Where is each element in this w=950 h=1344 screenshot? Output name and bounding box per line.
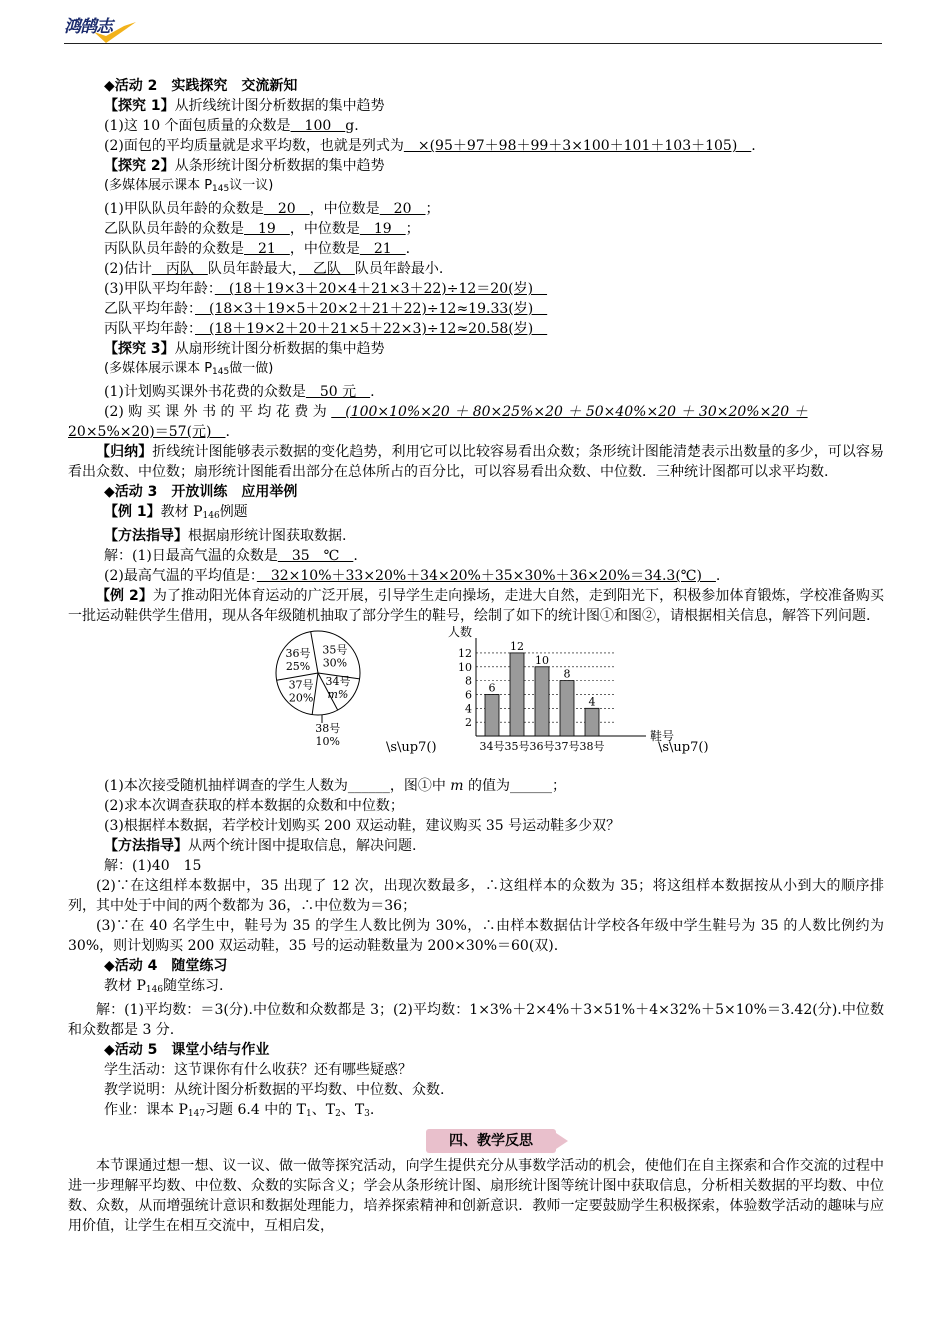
pie-slice-value: 20% (288, 691, 314, 705)
explore2-line5: (3)甲队平均年龄： (18＋19×3＋20×4＋21×3＋22)÷12＝20(岁) (104, 281, 548, 297)
reflection-header (68, 1124, 884, 1156)
logo-text: 鸿鹄志 (64, 17, 112, 37)
explore2-line2: 乙队队员年龄的众数是 19 ，中位数是 19 ； (104, 221, 420, 237)
explore3: 【探究 3】从扇形统计图分析数据的集中趋势 (104, 341, 385, 357)
ex2-answer2: (2)∵在这组样本数据中，35 出现了 12 次，出现次数最多，∴这组样本的众数为 35；将这组样本数据按从小到大的顺序排列，其中处于中间的两个数都为 36，∴中位数为＝36； (68, 878, 884, 914)
explore2-note: (多媒体展示课本 $P_{145}$议一议) (104, 178, 274, 194)
x-tick-label: 38号 (579, 740, 605, 753)
pie-slice-value: 10% (315, 735, 340, 749)
y-axis-label: 人数 (448, 625, 473, 639)
pie-slice-label: 38号 (315, 722, 341, 736)
bar-value-label: 4 (588, 695, 596, 709)
activity2-title: ◆活动 2 实践探究 交流新知 (104, 78, 298, 94)
explore2-line3: 丙队队员年龄的众数是 21 ，中位数是 21 . (104, 241, 411, 257)
example1-sol2: (2)最高气温的平均值是： 32×10%＋33×20%＋34×20%＋35×30%＋36×20%＝34.3(℃) . (104, 568, 721, 584)
example1: 【例 1】教材 $P_{146}$例题 (104, 504, 248, 521)
activity3-title: ◆活动 3 开放训练 应用举例 (104, 484, 298, 500)
ex2-answer3: (3)∵在 40 名学生中，鞋号为 35 的学生人数比例为 30%，∴由样本数据估计学校各年级中学生鞋号为 35 的人数比例约为 30%，则计划购买 200 双运动鞋，35 号的运动鞋数量为 200×30%＝60(双). (68, 918, 884, 954)
ex2-q3: (3)根据样本数据，若学校计划购买 200 双运动鞋，建议购买 35 号运动鞋多少双？ (104, 818, 621, 834)
text: 从折线统计图分析数据的集中趋势 (174, 98, 385, 114)
activity5-line1: 学生活动：这节课你有什么收获？还有哪些疑惑？ (104, 1062, 412, 1078)
explore1-line2: (2)面包的平均质量就是求平均数，也就是列式为 ×(95＋97＋98＋99＋3×100＋101＋103＋105) . (104, 138, 756, 154)
y-tick-label: 4 (465, 702, 472, 716)
reflection-badge: 四、教学反思 (426, 1129, 556, 1153)
bar (560, 681, 574, 736)
example1-method: 【方法指导】根据扇形统计图获取数据. (104, 528, 347, 544)
header-rule (64, 43, 882, 44)
page-body (68, 76, 884, 1236)
activity4-title: ◆活动 4 随堂练习 (104, 958, 228, 974)
bar (485, 694, 499, 736)
x-tick-label: 34号 (479, 740, 505, 753)
brand-logo (64, 12, 144, 44)
answer: 100 (290, 118, 346, 134)
explore2-line1: (1)甲队队员年龄的众数是 20 ，中位数是 20 ； (104, 201, 440, 217)
bar-value-label: 12 (510, 639, 524, 653)
pie-slice-label: 34号 (325, 674, 351, 688)
x-tick-label: 37号 (554, 740, 580, 753)
y-tick-label: 10 (458, 660, 472, 674)
x-axis-label: 鞋号 (650, 729, 675, 743)
activity5-line3: 作业：课本 $P_{147}$习题 6.4 中的 $T_1$、$T_2$、$T_3$. (104, 1102, 375, 1119)
bar-value-label: 6 (488, 681, 496, 695)
explore1-line1: (1)这 10 个面包质量的众数是 100 g. (104, 118, 359, 134)
activity4-line2: 解：(1)平均数：＝3(分).中位数和众数都是 3；(2)平均数：1×3%＋2×4%＋3×51%＋4×32%＋5×10%＝3.42(分).中位数和众数都是 3 分. (68, 1002, 884, 1038)
ex2-method: 【方法指导】从两个统计图中提取信息，解决问题. (104, 838, 417, 854)
bar-chart (448, 625, 675, 758)
pie-slice-value: 30% (322, 656, 348, 670)
bar (585, 708, 599, 736)
figure1-caption: \s\up7() (386, 740, 437, 755)
explore2-line6: 乙队平均年龄： (18×3＋19×5＋20×2＋21＋22)÷12≈19.33(岁) (104, 301, 548, 317)
bar (510, 653, 524, 736)
explore2-line4: (2)估计 丙队 队员年龄最大， 乙队 队员年龄最小. (104, 261, 444, 277)
explore3-line3: 20×5%×20)＝57(元) . (68, 424, 230, 440)
y-tick-label: 8 (465, 674, 472, 688)
explore1 (68, 96, 884, 116)
example1-sol1: 解：(1)日最高气温的众数是 35 ℃ . (104, 548, 358, 564)
pie-slice-label: 35号 (322, 643, 348, 657)
figure2-caption: \s\up7() (658, 740, 709, 755)
explore2-line7: 丙队平均年龄： (18＋19×2＋20＋21×5＋22×3)÷12≈20.58(岁) (104, 321, 548, 337)
explore3-line2: (2) 购 买 课 外 书 的 平 均 花 费 为 (100×10%×20 ＋ 80×25%×20 ＋ 50×40%×20 ＋ 30×20%×20 ＋ (104, 404, 808, 420)
pie-slice-label: 36号 (285, 647, 311, 661)
explore3-note: (多媒体展示课本 $P_{145}$做一做) (104, 361, 274, 377)
ex2-answer1: 解：(1)40 15 (104, 858, 202, 874)
pie-slice-value: m% (327, 687, 349, 701)
ex2-q1: (1)本次接受随机抽样调查的学生人数为______，图①中 m 的值为______； (104, 778, 567, 794)
bar (535, 667, 549, 736)
y-tick-label: 6 (465, 688, 472, 702)
ex2-q2: (2)求本次调查获取的样本数据的众数和中位数； (104, 798, 404, 814)
tag: 【探究 1】 (104, 98, 175, 114)
activity5-line2: 教学说明：从统计图分析数据的平均数、中位数、众数. (104, 1082, 445, 1098)
pie-slice-edge (311, 632, 318, 673)
y-tick-label: 2 (465, 716, 472, 730)
y-tick-label: 12 (458, 646, 472, 660)
x-tick-label: 35号 (504, 740, 530, 753)
x-tick-label: 36号 (529, 740, 555, 753)
activity4-line1: 教材 $P_{146}$随堂练习. (104, 978, 224, 995)
bar-value-label: 8 (563, 667, 571, 681)
pie-chart (268, 628, 388, 758)
activity5-title: ◆活动 5 课堂小结与作业 (104, 1042, 270, 1058)
summary: 【归纳】折线统计图能够表示数据的变化趋势，利用它可以比较容易看出众数；条形统计图能清楚表示出数量的多少，可以容易看出众数、中位数；扇形统计图能看出部分在总体所占的百分比，可以容易看出众数、中位数．三种统计图都可以求平均数. (68, 444, 885, 480)
explore3-line1: (1)计划购买课外书花费的众数是 50 元 . (104, 384, 375, 400)
answer: ×(95＋97＋98＋99＋3×100＋101＋103＋105) (403, 138, 752, 154)
example2: 【例 2】为了推动阳光体育运动的广泛开展，引导学生走向操场，走进大自然，走到阳光下，积极参加体育锻炼，学校准备购买一批运动鞋供学生借用，现从各年级随机抽取了部分学生的鞋号，绘制了如下的统计图①和图②，请根据相关信息，解答下列问题. (68, 588, 884, 624)
figures (68, 626, 884, 776)
explore2: 【探究 2】从条形统计图分析数据的集中趋势 (104, 158, 385, 174)
pie-slice-label: 37号 (288, 678, 314, 692)
bar-value-label: 10 (535, 653, 549, 667)
reflection-text: 本节课通过想一想、议一议、做一做等探究活动，向学生提供充分从事数学活动的机会，使他们在自主探索和合作交流的过程中进一步理解平均数、中位数、众数的实际含义；学会从条形统计图、扇形统计图等统计图中获取信息，分析相关数据的平均数、中位数、众数，从而增强统计意识和数据处理能力，培养探索精神和创新意识．教师一定要鼓励学生积极探索，体验数学活动的趣味与应用价值，让学生在相互交流中，互相启发， (68, 1158, 884, 1234)
pie-slice-value: 25% (285, 660, 311, 674)
